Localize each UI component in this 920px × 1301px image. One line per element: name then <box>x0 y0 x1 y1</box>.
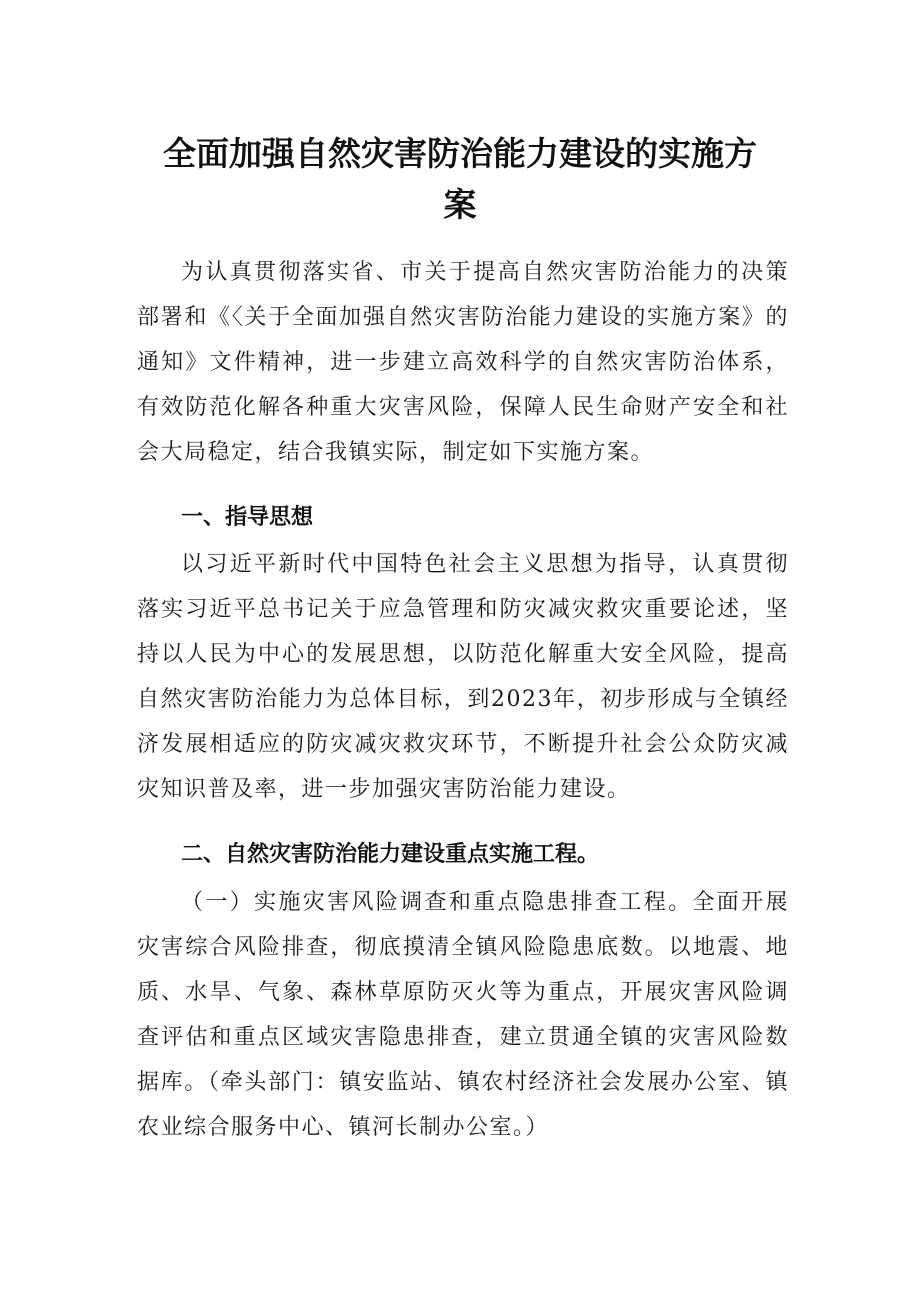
section-1-heading: 一、指导思想 <box>181 505 314 530</box>
intro-paragraph: 为认真贯彻落实省、市关于提高自然灾害防治能力的决策部署和《〈关于全面加强自然灾害防治能力建设的实施方案》的通知》文件精神，进一步建立高效科学的自然灾害防治体系，有效防范化解各种重大灾害风险，保障人民生命财产安全和社会大局稳定，结合我镇实际，制定如下实施方案。 <box>137 260 789 465</box>
section-2-item-1-paragraph: （一）实施灾害风险调查和重点隐患排查工程。全面开展灾害综合风险排查，彻底摸清全镇风险隐患底数。以地震、地质、水旱、气象、森林草原防灭火等为重点，开展灾害风险调查评估和重点区域灾害隐患排查，建立贯通全镇的灾害风险数据库。（牵头部门：镇安监站、镇农村经济社会发展办公室、镇农业综合服务中心、镇河长制办公室。） <box>137 890 789 1140</box>
document-title-line-1: 全面加强自然灾害防治能力建设的实施方 <box>163 134 757 173</box>
section-2-heading: 二、自然灾害防治能力建设重点实施工程。 <box>181 842 600 867</box>
document-title-line-2: 案 <box>443 185 477 224</box>
section-1-paragraph: 以习近平新时代中国特色社会主义思想为指导，认真贯彻落实习近平总书记关于应急管理和防灾减灾救灾重要论述，坚持以人民为中心的发展思想，以防范化解重大安全风险，提高自然灾害防治能力为总体目标，到2023年，初步形成与全镇经济发展相适应的防灾减灾救灾环节，不断提升社会公众防灾减灾知识普及率，进一步加强灾害防治能力建设。 <box>137 552 789 802</box>
